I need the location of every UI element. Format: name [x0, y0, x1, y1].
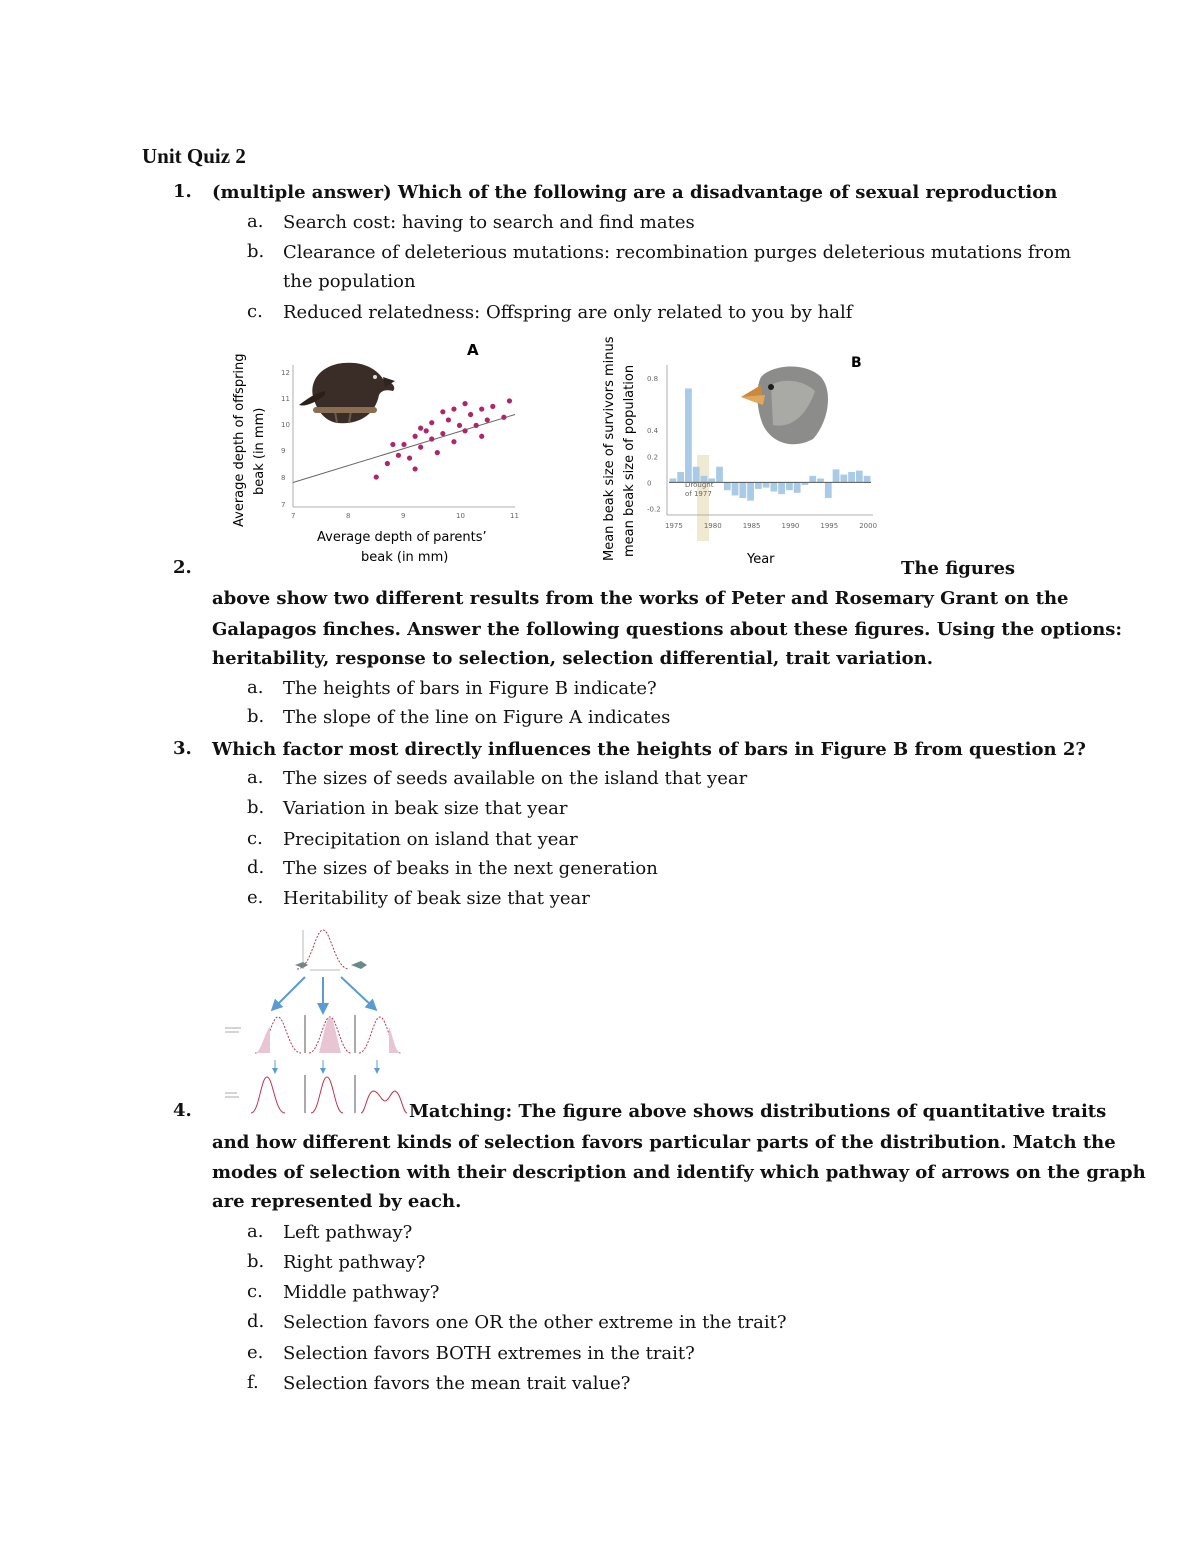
figure-b-annotation-2: of 1977	[685, 490, 712, 498]
bar	[817, 478, 824, 482]
bar	[716, 467, 723, 483]
figure-b-xtick: 1975	[665, 522, 683, 530]
figure-a-ytick: 7	[281, 501, 286, 509]
q2-text-cont: heritability, response to selection, selection differential, trait variation.	[212, 648, 934, 669]
figure-b-ytick: -0.2	[647, 505, 661, 514]
selection-modes-figure	[215, 925, 410, 1120]
scatter-point	[474, 423, 479, 428]
scatter-point	[407, 455, 412, 460]
bar	[755, 482, 762, 489]
scatter-point	[396, 453, 401, 458]
figure-a-xtick: 11	[510, 512, 519, 520]
bar	[856, 471, 863, 483]
q3-option-a: The sizes of seeds available on the island that year	[283, 768, 748, 789]
q3-option-b: Variation in beak size that year	[283, 798, 568, 819]
figure-a-ytick: 11	[281, 395, 290, 403]
q1-option-b-cont: the population	[283, 271, 416, 292]
bar	[794, 482, 801, 492]
bar	[778, 482, 785, 494]
scatter-point	[401, 442, 406, 447]
q1-number: 1.	[173, 181, 192, 202]
figure-a-ytick: 8	[281, 474, 286, 482]
q2-option-a-letter: a.	[247, 677, 264, 698]
q1-option-a-letter: a.	[247, 211, 264, 232]
q4-option-e-letter: e.	[247, 1342, 264, 1363]
scatter-point	[501, 415, 506, 420]
figure-b-annotation: Drought	[685, 481, 714, 489]
scatter-point	[390, 442, 395, 447]
bar	[864, 476, 871, 483]
scatter-point	[385, 461, 390, 466]
figure-b-xtick: 1990	[781, 522, 800, 530]
figure-a-scatter	[225, 335, 525, 570]
figure-b-ylabel-2: mean beak size of population	[622, 364, 637, 557]
q4-text-cont: modes of selection with their description and identify which pathway of arrows on the graph	[212, 1162, 1146, 1183]
finch-b-illustration	[741, 366, 828, 444]
q4-text-cont: and how different kinds of selection favors particular parts of the distribution. Match the	[212, 1132, 1116, 1153]
bar	[848, 472, 855, 482]
bar	[747, 482, 754, 500]
figure-a-xtick: 8	[346, 512, 351, 520]
figure-b-ytick: 0.2	[647, 453, 659, 462]
q4-option-c-letter: c.	[247, 1281, 263, 1302]
figure-b-ytick: 0.8	[647, 375, 659, 384]
q3-option-b-letter: b.	[247, 797, 265, 818]
q2-option-b-letter: b.	[247, 706, 265, 727]
q3-option-c: Precipitation on island that year	[283, 829, 578, 850]
q3-option-d-letter: d.	[247, 857, 265, 878]
figure-b-xlabel: Year	[747, 552, 775, 567]
q2-text-cont: above show two different results from the works of Peter and Rosemary Grant on the	[212, 588, 1069, 609]
scatter-point	[429, 436, 434, 441]
scatter-point	[479, 434, 484, 439]
figure-b-label: B	[851, 355, 862, 371]
scatter-point	[413, 466, 418, 471]
q1-option-c-letter: c.	[247, 301, 263, 322]
q2-option-a: The heights of bars in Figure B indicate?	[283, 678, 657, 699]
q3-option-a-letter: a.	[247, 767, 264, 788]
scatter-point	[424, 428, 429, 433]
q3-option-e-letter: e.	[247, 887, 264, 908]
figure-a-ytick: 10	[281, 421, 290, 429]
q4-option-a-letter: a.	[247, 1221, 264, 1242]
bar	[670, 478, 677, 482]
scatter-point	[413, 434, 418, 439]
finch-a-illustration	[299, 363, 395, 424]
q4-text-cont: are represented by each.	[212, 1191, 462, 1212]
figure-a-xlabel-2: beak (in mm)	[361, 550, 449, 565]
bar	[840, 475, 847, 483]
bar	[763, 482, 770, 487]
q4-option-f: Selection favors the mean trait value?	[283, 1373, 631, 1394]
bar	[833, 469, 840, 482]
bar	[732, 482, 739, 495]
q4-option-b: Right pathway?	[283, 1252, 426, 1273]
scatter-point	[468, 412, 473, 417]
q4-option-e: Selection favors BOTH extremes in the trait?	[283, 1343, 695, 1364]
figure-a-ylabel: Average depth of offspring	[232, 353, 247, 527]
figure-b-xtick: 1985	[742, 522, 761, 530]
q4-option-d: Selection favors one OR the other extreme in the trait?	[283, 1312, 787, 1333]
scatter-point	[462, 428, 467, 433]
q2-text: The figures	[901, 558, 1016, 579]
q4-option-d-letter: d.	[247, 1311, 265, 1332]
scatter-point	[429, 420, 434, 425]
scatter-point	[485, 417, 490, 422]
bar	[809, 476, 816, 483]
figure-b-ytick: 0.4	[647, 427, 659, 436]
figure-a-trendline	[293, 415, 515, 483]
figure-a-xlabel: Average depth of parents’	[317, 530, 487, 545]
q1-option-b-letter: b.	[247, 241, 265, 262]
figure-b-ylabel: Mean beak size of survivors minus	[602, 336, 617, 561]
q4-option-b-letter: b.	[247, 1251, 265, 1272]
figure-a-ytick: 12	[281, 369, 290, 377]
left-pathway-arrow	[275, 977, 305, 1007]
scatter-point	[418, 426, 423, 431]
figure-b-xtick: 2000	[859, 522, 878, 530]
q2-option-b: The slope of the line on Figure A indicates	[283, 707, 671, 728]
scatter-point	[490, 404, 495, 409]
scatter-point	[462, 401, 467, 406]
q2-number: 2.	[173, 557, 192, 578]
q3-option-e: Heritability of beak size that year	[283, 888, 590, 909]
selection-row	[255, 1017, 401, 1053]
bar	[677, 472, 684, 482]
scatter-point	[440, 431, 445, 436]
q1-option-a: Search cost: having to search and find mates	[283, 212, 695, 233]
scatter-point	[446, 417, 451, 422]
scatter-point	[435, 450, 440, 455]
figure-a-label: A	[467, 341, 479, 359]
scatter-point	[418, 445, 423, 450]
bar	[724, 482, 731, 490]
q4-option-f-letter: f.	[247, 1372, 259, 1393]
figure-b-ytick: 0	[647, 479, 652, 488]
figure-a-xtick: 9	[401, 512, 406, 520]
q2-text-cont: Galapagos finches. Answer the following questions about these figures. Using the options:	[212, 619, 1123, 640]
scatter-point	[440, 409, 445, 414]
q1-option-c: Reduced relatedness: Offspring are only related to you by half	[283, 302, 853, 323]
bar	[685, 388, 692, 482]
figure-a-xtick: 10	[456, 512, 465, 520]
original-distribution	[295, 930, 367, 970]
q1-option-b: Clearance of deleterious mutations: recombination purges deleterious mutations from	[283, 242, 1072, 263]
result-row	[251, 1077, 407, 1113]
bar	[786, 482, 793, 490]
q4-option-c: Middle pathway?	[283, 1282, 440, 1303]
scatter-point	[507, 398, 512, 403]
bar	[771, 482, 778, 491]
q4-text: Matching: The figure above shows distributions of quantitative traits	[409, 1101, 1107, 1122]
right-pathway-arrow	[341, 977, 373, 1007]
figure-b-xtick: 1980	[703, 522, 722, 530]
q4-option-a: Left pathway?	[283, 1222, 413, 1243]
bar	[739, 482, 746, 498]
scatter-point	[457, 423, 462, 428]
q4-number: 4.	[173, 1100, 192, 1121]
scatter-point	[451, 406, 456, 411]
figure-a-xtick: 7	[291, 512, 296, 520]
scatter-point	[479, 406, 484, 411]
q3-text: Which factor most directly influences the heights of bars in Figure B from question 2?	[212, 739, 1086, 760]
q1-text: (multiple answer) Which of the following are a disadvantage of sexual reproduction	[212, 182, 1058, 203]
figure-a-ytick: 9	[281, 447, 286, 455]
scatter-point	[451, 439, 456, 444]
q3-number: 3.	[173, 738, 192, 759]
scatter-point	[374, 474, 379, 479]
q3-option-c-letter: c.	[247, 828, 263, 849]
figure-b-bar-chart	[595, 325, 885, 570]
bar	[825, 482, 832, 498]
page-title: Unit Quiz 2	[142, 144, 246, 168]
figure-a-ylabel-2: beak (in mm)	[252, 407, 267, 495]
figure-b-xtick: 1995	[820, 522, 839, 530]
q3-option-d: The sizes of beaks in the next generation	[283, 858, 658, 879]
